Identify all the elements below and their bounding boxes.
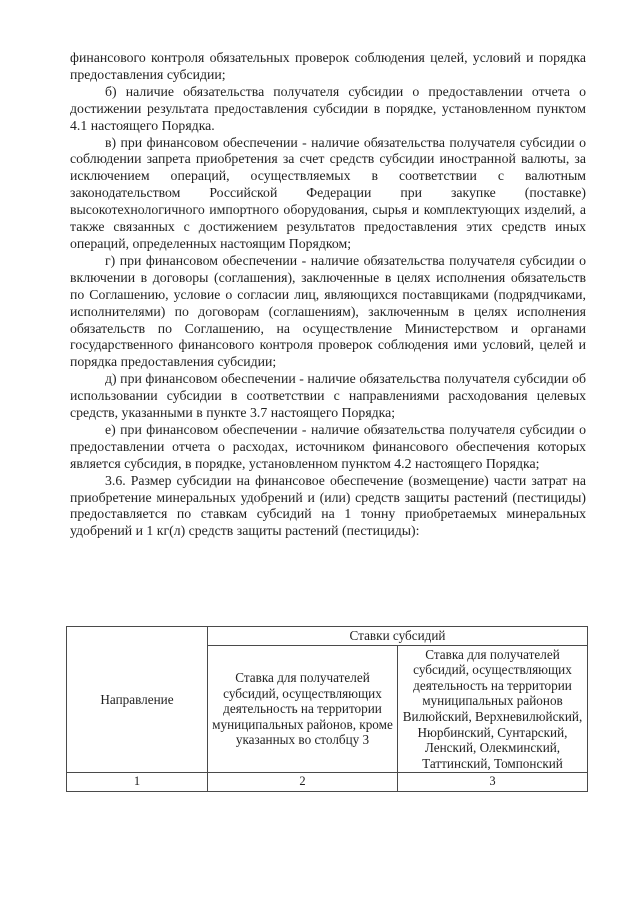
paragraph: финансового контроля обязательных проверок соблюдения целей, условий и порядка предоставления субсидии; [70, 50, 586, 82]
rate-listed-districts-header: Ставка для получателей субсидий, осуществляющих деятельность на территории муниципальных районов Вилюйский, Верхневилюйский, Нюрбинский, Сунтарский, Ленский, Олекминский, Таттинский, Томпонский [398, 645, 588, 773]
column-number: 3 [398, 773, 588, 792]
rate-other-districts-header: Ставка для получателей субсидий, осуществляющих деятельность на территории муниципальных районов, кроме указанных во столбцу 3 [208, 645, 398, 773]
paragraph: е) при финансовом обеспечении - наличие обязательства получателя субсидии о предоставлении отчета о расходах, источником финансового обеспечения которых является субсидия, в порядке, установленном пунктом 4.2 настоящего Порядка; [70, 421, 586, 471]
subsidy-rates-table [66, 626, 588, 792]
document-body [70, 50, 586, 540]
paragraph: д) при финансовом обеспечении - наличие обязательства получателя субсидии об использовании субсидии в соответствии с направлениями расходования целевых средств, указанными в пункте 3.7 настоящего Порядка; [70, 371, 586, 421]
direction-header: Направление [67, 627, 208, 773]
rates-group-header: Ставки субсидий [208, 627, 588, 646]
paragraph: в) при финансовом обеспечении - наличие обязательства получателя субсидии о соблюдении запрета приобретения за счет средств субсидии иностранной валюты, за исключением операций, осуществляемых в соответствии с валютным законодательством Российской Федерации при закупке (поставке) высокотехнологичного импортного оборудования, сырья и комплектующих изделий, а также связанных с достижением результатов предоставления этих средств иных операций, определенных настоящим Порядком; [70, 134, 586, 251]
paragraph: б) наличие обязательства получателя субсидии о предоставлении отчета о достижении результата предоставления субсидии в порядке, установленном пунктом 4.1 настоящего Порядка. [70, 83, 586, 133]
column-number: 1 [67, 773, 208, 792]
paragraph: г) при финансовом обеспечении - наличие обязательства получателя субсидии о включении в договоры (соглашения), заключенные в целях исполнения обязательств по Соглашению, условие о согласии лиц, являющихся поставщиками (подрядчиками, исполнителями) по договорам (соглашениям), заключенным в целях исполнения обязательств по Соглашению, на осуществление Министерством и органами государственного финансового контроля проверок соблюдения ими условий, целей и порядка предоставления субсидии; [70, 252, 586, 370]
column-number: 2 [208, 773, 398, 792]
column-numbers-row [67, 773, 588, 792]
table-header-row [67, 627, 588, 646]
paragraph: 3.6. Размер субсидии на финансовое обеспечение (возмещение) части затрат на приобретение минеральных удобрений и (или) средств защиты растений (пестициды) предоставляется по ставкам субсидий на 1 тонну приобретаемых минеральных удобрений и 1 кг(л) средств защиты растений (пестициды): [70, 472, 586, 539]
